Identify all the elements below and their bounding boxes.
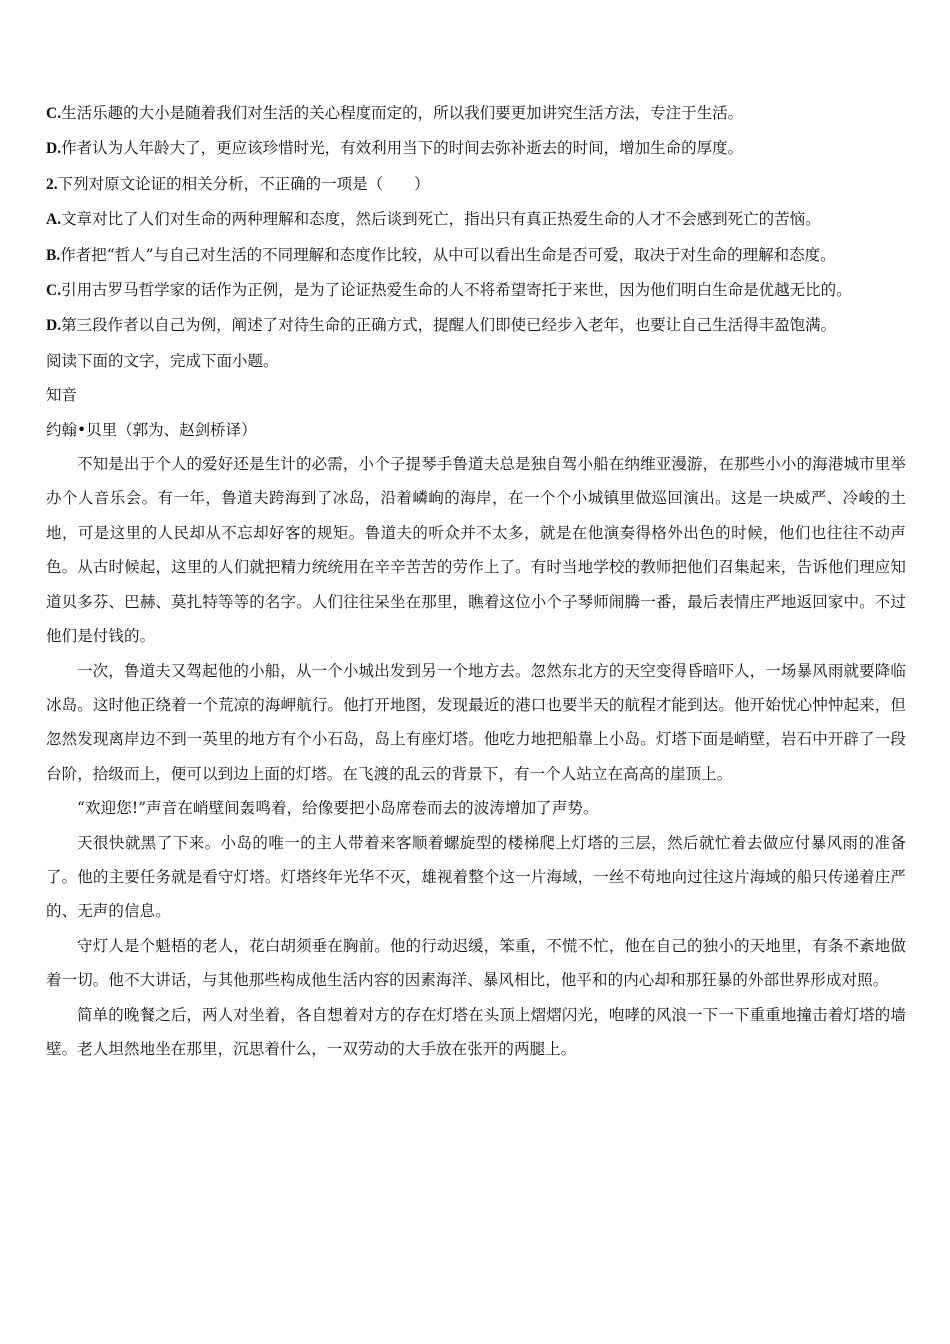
option-letter: D.	[46, 317, 62, 335]
passage-paragraph: 一次，鲁道夫又驾起他的小船，从一个小城出发到另一个地方去。忽然东北方的天空变得昏暗吓人，一场暴风雨就要降临冰岛。这时他正绕着一个荒凉的海岬航行。他打开地图，发现最近的港口也要半天的航程才能到达。他开始忧心忡忡起来，但忽然发现离岸边不到一英里的地方有个小石岛，岛上有座灯塔。他吃力地把船靠上小岛。灯塔下面是峭壁，岩石中开辟了一段台阶，拾级而上，便可以到边上面的灯塔。在飞渡的乱云的背景下，有一个人站立在高高的崖顶上。	[46, 661, 906, 783]
question-1-option-c	[46, 96, 906, 131]
option-letter: B.	[46, 246, 61, 264]
option-text: 文章对比了人们对生命的两种理解和态度，然后谈到死亡，指出只有真正热爱生命的人才不会感到死亡的苦恼。	[61, 210, 821, 229]
option-text: 引用古罗马哲学家的话作为正例，是为了论证热爱生命的人不将希望寄托于来世，因为他们明白生命是优越无比的。	[61, 281, 852, 300]
question-2-option-c	[46, 273, 906, 308]
document-body	[46, 96, 906, 1066]
question-2-option-b	[46, 238, 906, 273]
option-text: 第三段作者以自己为例，阐述了对待生命的正确方式，提醒人们即使已经步入老年，也要让自己生活得丰盈饱满。	[61, 316, 837, 335]
reading-instruction: 阅读下面的文字，完成下面小题。	[46, 351, 279, 370]
question-2-option-a	[46, 202, 906, 237]
option-text: 作者把“哲人”与自己对生活的不同理解和态度作比较，从中可以看出生命是否可爱，取决于对生命的理解和态度。	[60, 245, 836, 264]
question-text: 下列对原文论证的相关分析，不正确的一项是（ ）	[57, 174, 430, 193]
passage-author: 约翰•贝里（郭为、赵剑桥译）	[46, 420, 257, 439]
option-letter: C.	[46, 105, 62, 122]
passage-paragraph: 不知是出于个人的爱好还是生计的必需，小个子提琴手鲁道夫总是独自驾小船在纳维亚漫游，在那些小小的海港城市里举办个人音乐会。有一年，鲁道夫跨海到了冰岛，沿着嶙峋的海岸，在一个个小城镇里做巡回演出。这是一块威严、冷峻的土地，可是这里的人民却从不忘却好客的规矩。鲁道夫的听众并不太多，就是在他演奏得格外出色的时候，他们也往往不动声色。从古时候起，这里的人们就把精力统统用在辛辛苦苦的劳作上了。有时当地学校的教师把他们召集起来，告诉他们理应知道贝多芬、巴赫、莫扎特等等的名字。人们往往呆坐在那里，瞧着这位小个子琴师闹腾一番，最后表情庄严地返回家中。不过他们是付钱的。	[46, 455, 906, 646]
passage-paragraph: 天很快就黑了下来。小岛的唯一的主人带着来客顺着螺旋型的楼梯爬上灯塔的三层，然后就忙着去做应付暴风雨的准备了。他的主要任务就是看守灯塔。灯塔终年光华不灭，雄视着整个这一片海域，一丝不苟地向过往这片海域的船只传递着庄严的、无声的信息。	[46, 833, 906, 921]
passage-paragraph: “欢迎您!”声音在峭壁间轰鸣着，给像要把小岛席卷而去的波涛增加了声势。	[77, 799, 599, 818]
option-text: 生活乐趣的大小是随着我们对生活的关心程度而定的，所以我们要更加讲究生活方法，专注于生活。	[61, 104, 744, 122]
option-text: 作者认为人年龄大了，更应该珍惜时光，有效利用当下的时间去弥补逝去的时间，增加生命的厚度。	[61, 139, 744, 158]
question-2-option-d	[46, 308, 906, 343]
passage-paragraph: 守灯人是个魁梧的老人，花白胡须垂在胸前。他的行动迟缓，笨重，不慌不忙，他在自己的独小的天地里，有条不紊地做着一切。他不大讲话，与其他那些构成他生活内容的因素海洋、暴风相比，他平和的内心却和那狂暴的外部世界形成对照。	[46, 936, 906, 990]
option-letter: C.	[46, 282, 62, 300]
question-number: 2.	[46, 175, 58, 193]
passage-paragraph: 简单的晚餐之后，两人对坐着，各自想着对方的存在灯塔在头顶上熠熠闪光，咆哮的风浪一下一下重重地撞击着灯塔的墙壁。老人坦然地坐在那里，沉思着什么，一双劳动的大手放在张开的两腿上。	[46, 1005, 906, 1058]
question-1-option-d	[46, 131, 906, 166]
option-letter: A.	[46, 211, 62, 229]
question-2-stem	[46, 167, 906, 202]
option-letter: D.	[46, 140, 62, 158]
passage-title: 知音	[46, 386, 78, 405]
